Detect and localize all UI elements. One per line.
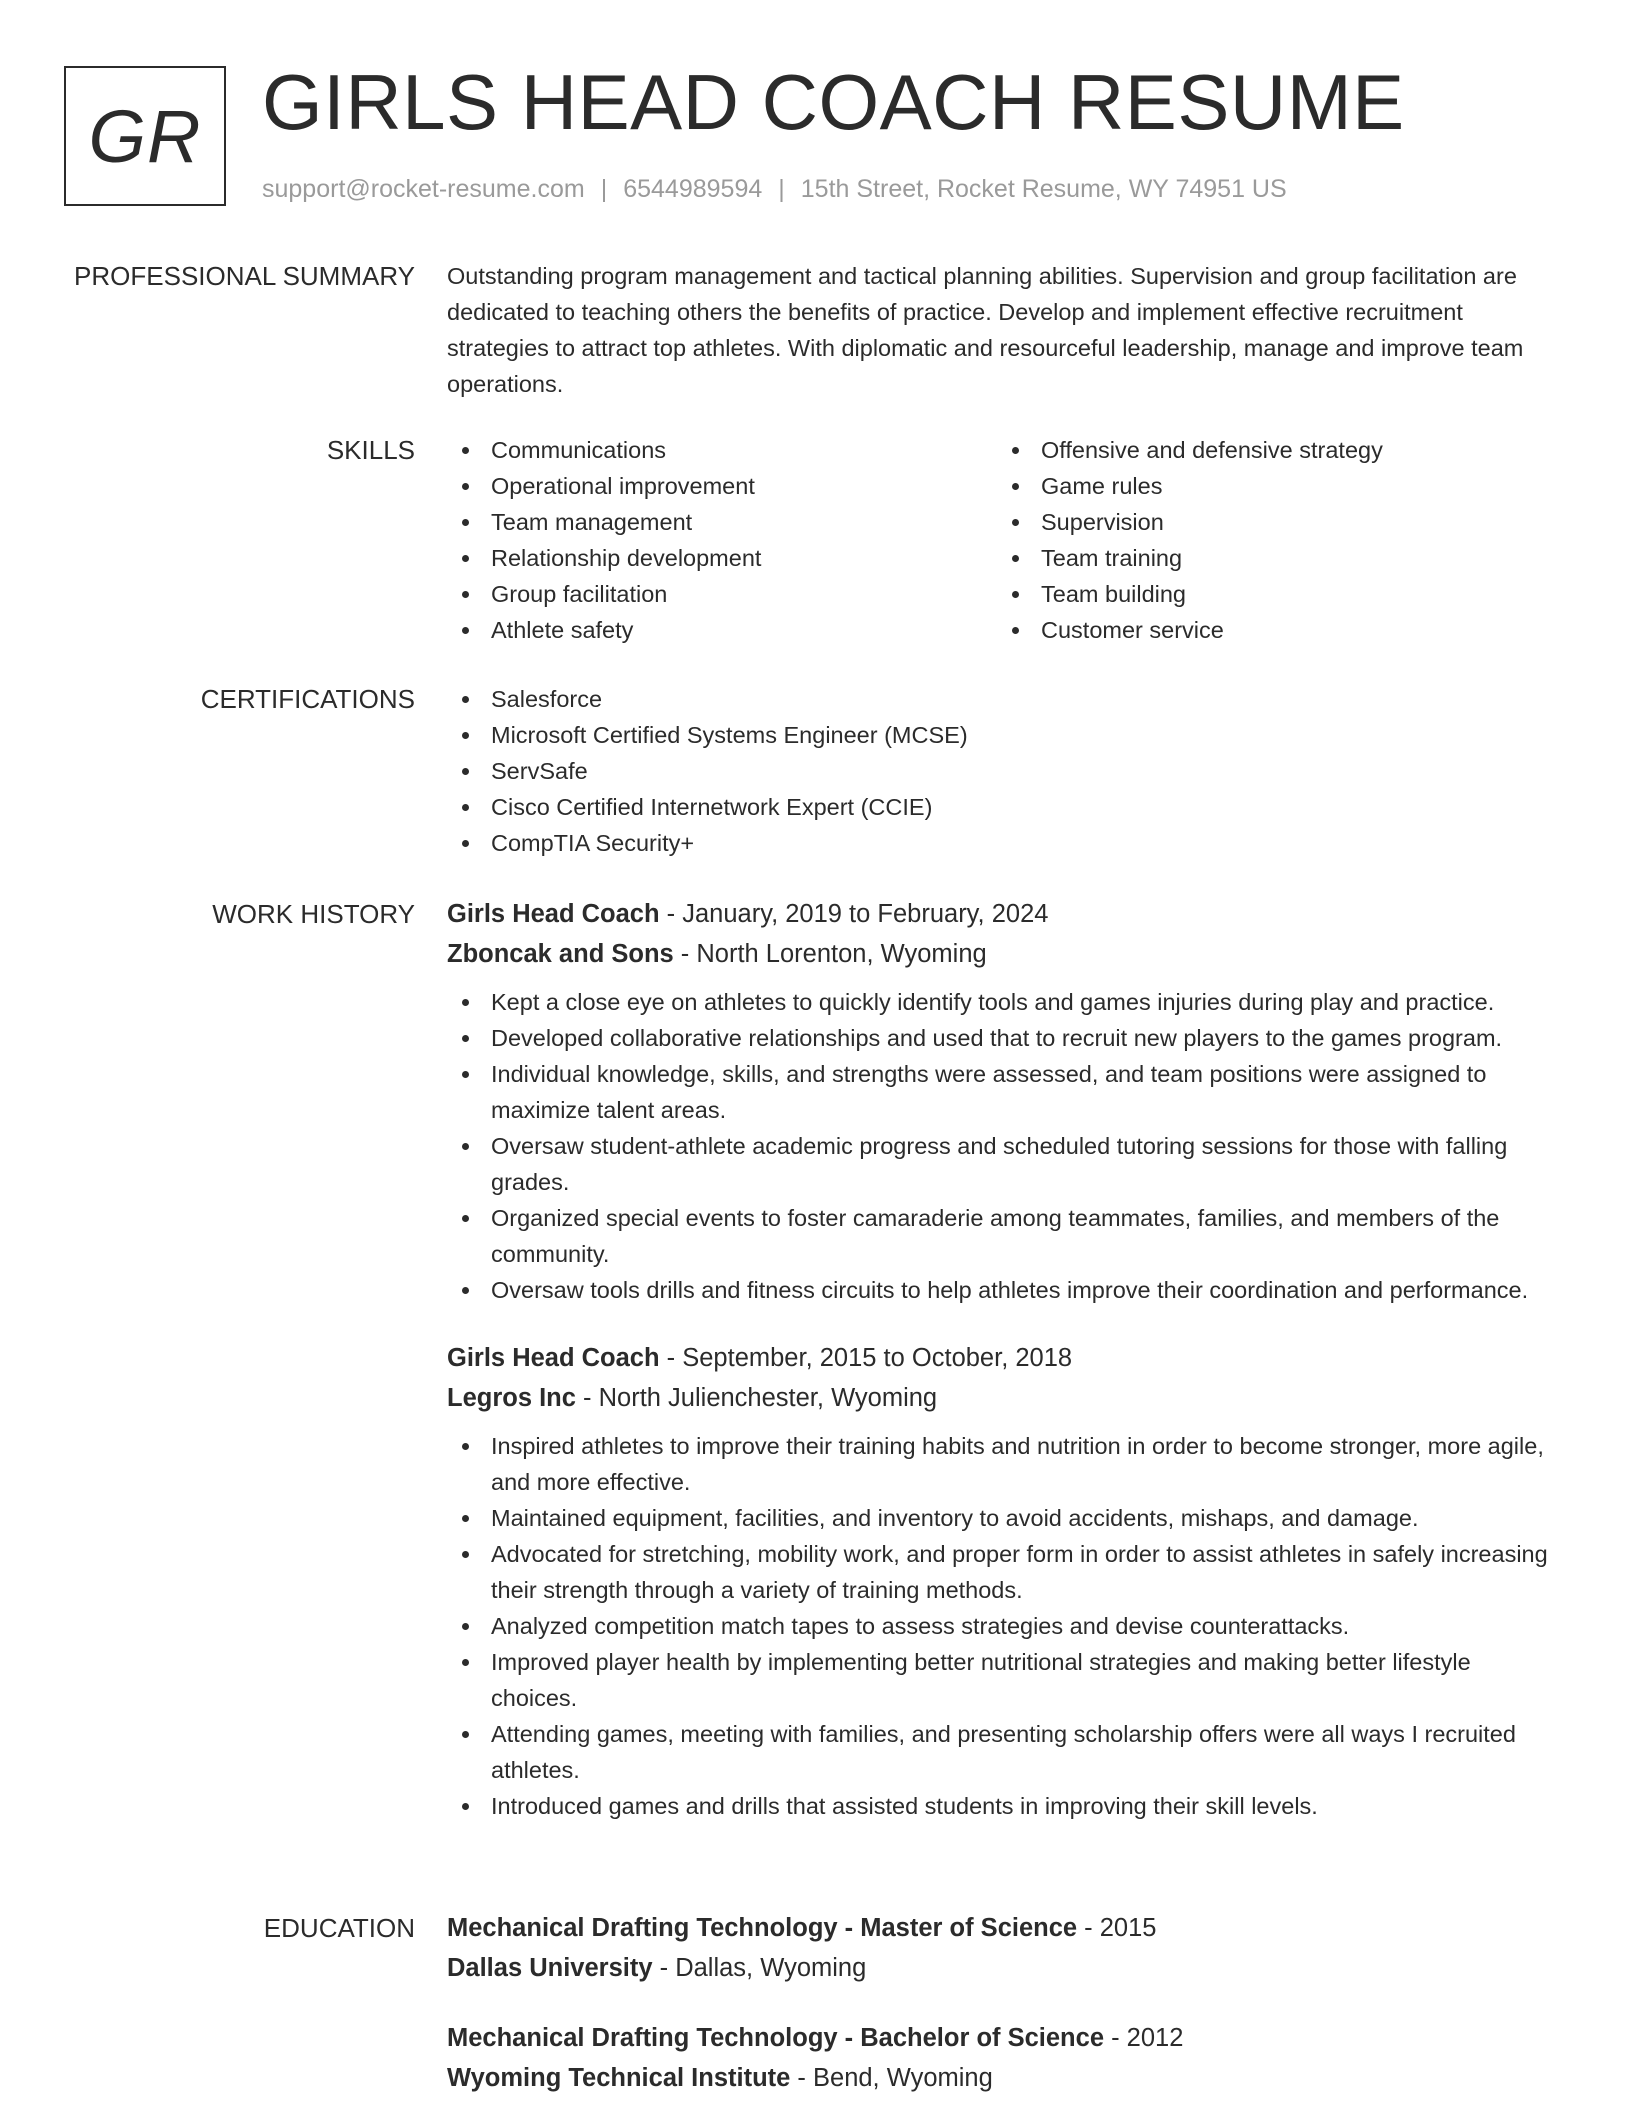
contact-phone: 6544989594 [623, 175, 763, 203]
job-duties-list [447, 984, 1562, 1308]
contact-line [262, 174, 1287, 204]
job-duty-item: Analyzed competition match tapes to assess strategies and devise counterattacks. [447, 1608, 1562, 1644]
skill-item: Offensive and defensive strategy [997, 432, 1547, 468]
contact-separator: | [778, 175, 785, 203]
skill-item: Operational improvement [447, 468, 997, 504]
job-duty-item: Developed collaborative relationships and used that to recruit new players to the games program. [447, 1020, 1562, 1056]
education-year: - 2012 [1104, 2024, 1184, 2052]
education-school: Wyoming Technical Institute [447, 2064, 791, 2092]
skill-item: Team training [997, 540, 1547, 576]
education-degree: Mechanical Drafting Technology - Master of Science [447, 1914, 1078, 1942]
summary-text: Outstanding program management and tactical planning abilities. Supervision and group facilitation are dedicated to teaching others the benefits of practice. Develop and implement effective recruitment strategies to attract top athletes. With diplomatic and resourceful leadership, manage and improve team operations. [447, 263, 1524, 397]
skill-item: Relationship development [447, 540, 997, 576]
section-label-summary: PROFESSIONAL SUMMARY [74, 261, 415, 291]
education-school-line [447, 2058, 1562, 2098]
contact-address: 15th Street, Rocket Resume, WY 74951 US [800, 175, 1287, 203]
certification-item: CompTIA Security+ [447, 825, 1562, 861]
job-dates: - September, 2015 to October, 2018 [659, 1344, 1073, 1372]
job-entry [447, 894, 1562, 1308]
skill-item: Team building [997, 576, 1547, 612]
education-location: - Dallas, Wyoming [652, 1954, 867, 1982]
job-duty-item: Kept a close eye on athletes to quickly identify tools and games injuries during play and practice. [447, 984, 1562, 1020]
monogram-box [64, 66, 226, 206]
certification-item: Microsoft Certified Systems Engineer (MCSE) [447, 717, 1562, 753]
job-duty-item: Organized special events to foster camaraderie among teammates, families, and members of the community. [447, 1200, 1562, 1272]
job-duty-item: Oversaw student-athlete academic progress and scheduled tutoring sessions for those with falling grades. [447, 1128, 1562, 1200]
monogram-initials: GR [88, 94, 202, 178]
job-duty-item: Introduced games and drills that assisted students in improving their skill levels. [447, 1788, 1562, 1824]
education-body [447, 1908, 1562, 2098]
work-history-body [447, 894, 1562, 1824]
job-duty-item: Attending games, meeting with families, and presenting scholarship offers were all ways I recruited athletes. [447, 1716, 1562, 1788]
education-degree-line [447, 2018, 1562, 2058]
job-company-line [447, 934, 1562, 974]
education-location: - Bend, Wyoming [790, 2064, 993, 2092]
certifications-body [447, 681, 1562, 861]
job-dates: - January, 2019 to February, 2024 [659, 900, 1049, 928]
education-entry [447, 1908, 1562, 1988]
contact-separator: | [600, 175, 608, 203]
job-entry [447, 1338, 1562, 1824]
certifications-list [447, 681, 1562, 861]
job-duties-list [447, 1428, 1562, 1824]
skill-item: Group facilitation [447, 576, 997, 612]
document-title: GIRLS HEAD COACH RESUME [262, 58, 1405, 146]
job-duty-item: Oversaw tools drills and fitness circuits to help athletes improve their coordination and performance. [447, 1272, 1562, 1308]
skills-body [447, 432, 1562, 648]
contact-email: support@rocket-resume.com [262, 175, 585, 203]
education-degree-line [447, 1908, 1562, 1948]
section-label-certifications: CERTIFICATIONS [200, 684, 415, 714]
job-title: Girls Head Coach [447, 1344, 660, 1372]
job-title-line [447, 894, 1562, 934]
job-duty-item: Improved player health by implementing better nutritional strategies and making better lifestyle choices. [447, 1644, 1562, 1716]
summary-body [447, 258, 1562, 402]
job-location: - North Lorenton, Wyoming [673, 940, 987, 968]
job-duty-item: Individual knowledge, skills, and strengths were assessed, and team positions were assigned to maximize talent areas. [447, 1056, 1562, 1128]
skill-item: Game rules [997, 468, 1547, 504]
education-year: - 2015 [1077, 1914, 1157, 1942]
certification-item: Salesforce [447, 681, 1562, 717]
skill-item: Team management [447, 504, 997, 540]
skill-item: Athlete safety [447, 612, 997, 648]
certification-item: Cisco Certified Internetwork Expert (CCIE) [447, 789, 1562, 825]
skill-item: Communications [447, 432, 997, 468]
skill-item: Supervision [997, 504, 1547, 540]
education-degree: Mechanical Drafting Technology - Bachelor of Science [447, 2024, 1104, 2052]
job-title-line [447, 1338, 1562, 1378]
job-location: - North Julienchester, Wyoming [575, 1384, 938, 1412]
job-title: Girls Head Coach [447, 900, 660, 928]
education-entry [447, 2018, 1562, 2098]
job-duty-item: Maintained equipment, facilities, and inventory to avoid accidents, mishaps, and damage. [447, 1500, 1562, 1536]
job-company-line [447, 1378, 1562, 1418]
job-company: Zboncak and Sons [447, 940, 674, 968]
job-company: Legros Inc [447, 1384, 576, 1412]
section-label-skills: SKILLS [326, 435, 415, 465]
education-school: Dallas University [447, 1954, 653, 1982]
certification-item: ServSafe [447, 753, 1562, 789]
education-school-line [447, 1948, 1562, 1988]
skills-list-left [447, 432, 997, 648]
job-duty-item: Inspired athletes to improve their training habits and nutrition in order to become stronger, more agile, and more effective. [447, 1428, 1562, 1500]
skill-item: Customer service [997, 612, 1547, 648]
skills-list-right [997, 432, 1547, 648]
section-label-work-history: WORK HISTORY [212, 899, 415, 929]
job-duty-item: Advocated for stretching, mobility work, and proper form in order to assist athletes in safely increasing their strength through a variety of training methods. [447, 1536, 1562, 1608]
section-label-education: EDUCATION [263, 1913, 415, 1943]
